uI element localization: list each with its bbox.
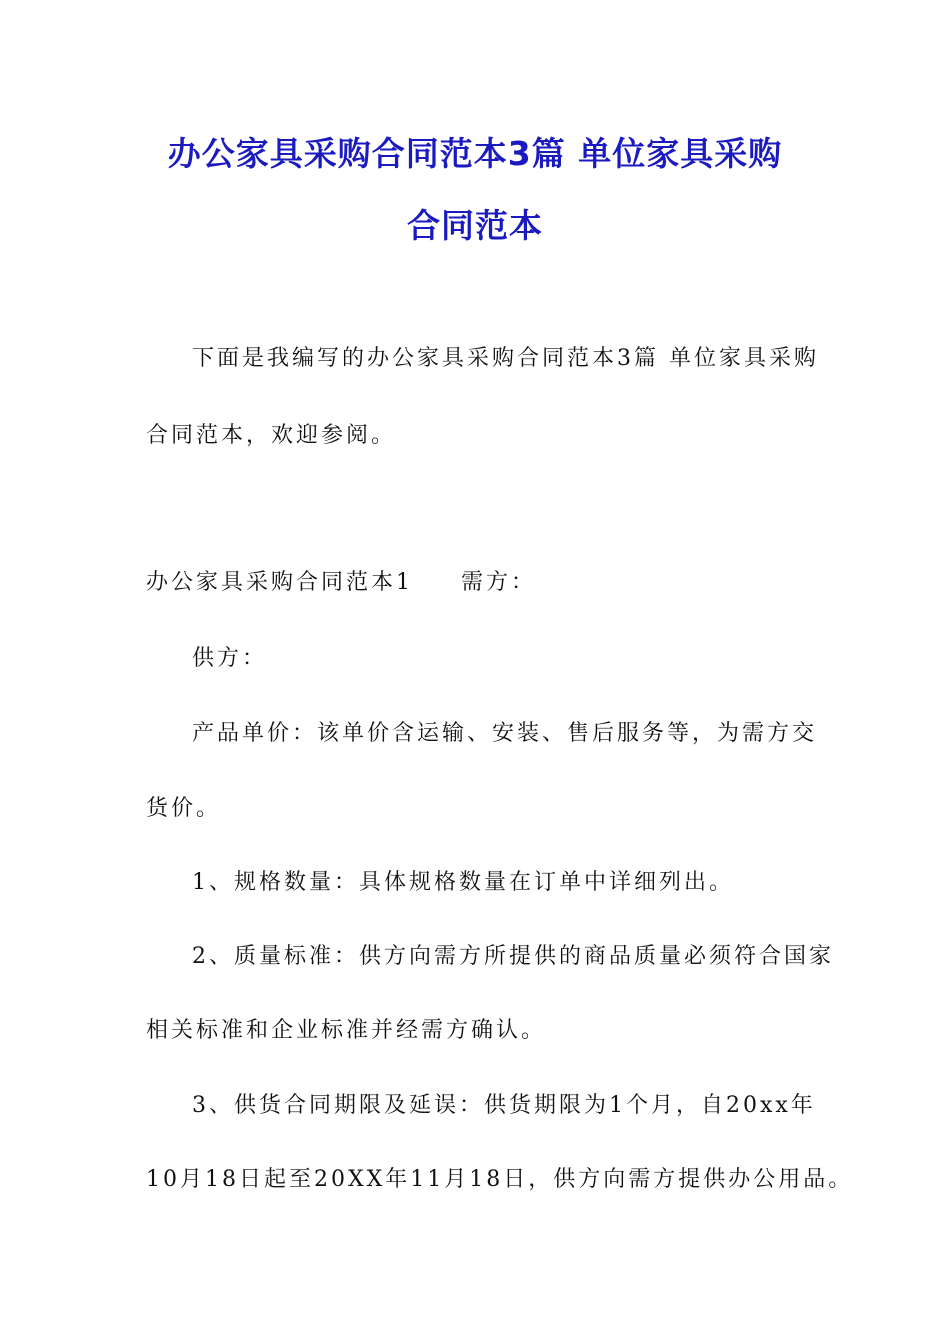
item-3-line-2: 10月18日起至20XX年11月18日，供方向需方提供办公用品。 [146,1167,854,1192]
section-heading-row [146,567,536,599]
item-1: 1、规格数量：具体规格数量在订单中详细列出。 [192,870,734,895]
price-paragraph-line-1: 产品单价：该单价含运输、安装、售后服务等，为需方交 [192,721,818,746]
intro-paragraph-line-2: 合同范本，欢迎参阅。 [146,423,397,448]
item-2-line-1: 2、质量标准：供方向需方所提供的商品质量必须符合国家 [192,944,834,969]
item-2-line-2: 相关标准和企业标准并经需方确认。 [146,1018,547,1043]
document-title-line-2: 合同范本 [407,206,543,245]
price-paragraph-line-2: 货价。 [146,796,222,821]
item-3-line-1: 3、供货合同期限及延误：供货期限为1个月，自20xx年 [192,1093,816,1118]
supplier-label: 供方： [192,646,268,671]
buyer-label: 需方： [461,570,537,595]
section-heading: 办公家具采购合同范本1 [146,570,413,595]
document-title-line-1: 办公家具采购合同范本3篇 单位家具采购 [167,134,783,173]
intro-paragraph-line-1: 下面是我编写的办公家具采购合同范本3篇 单位家具采购 [192,346,819,371]
